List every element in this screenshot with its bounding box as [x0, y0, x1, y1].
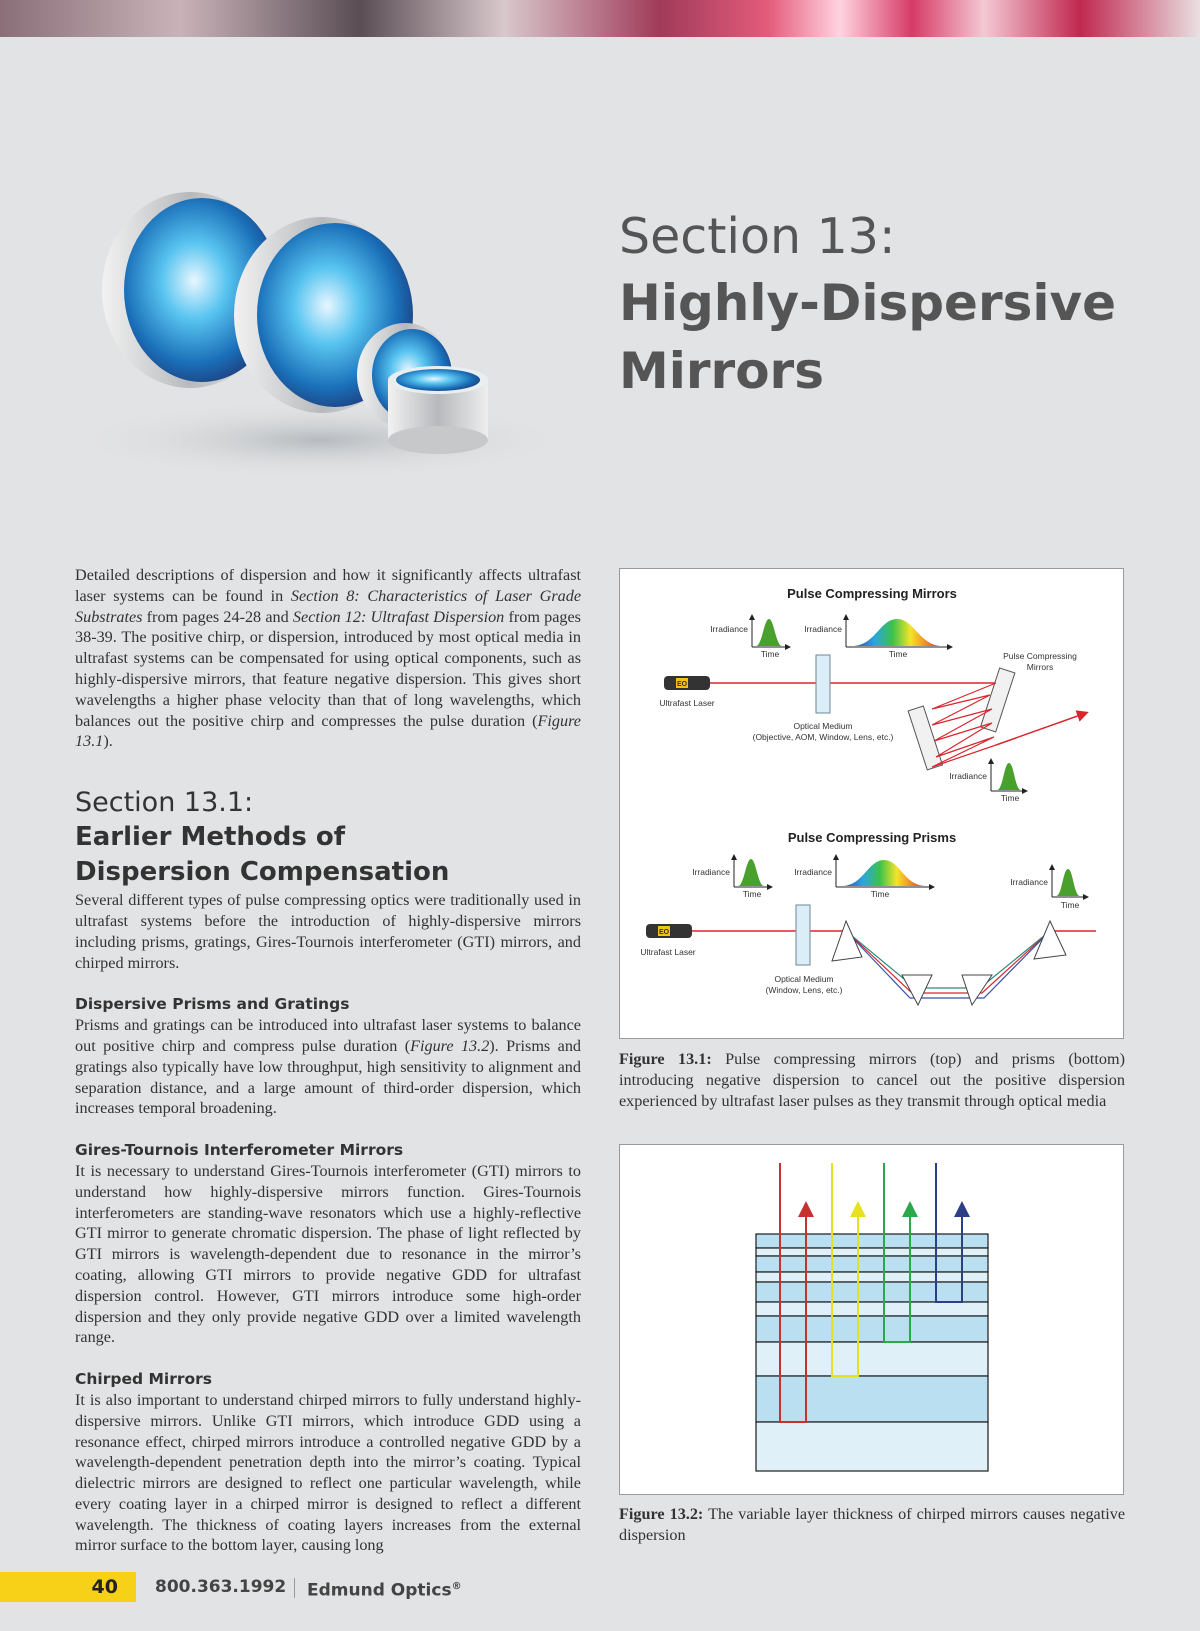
- figure-13-2-caption: [619, 1504, 1125, 1546]
- fig1-medium-sublabel: (Objective, AOM, Window, Lens, etc.): [752, 732, 894, 742]
- figure-13-2: [619, 1144, 1124, 1495]
- fig1-caption-label: Figure 13.1:: [619, 1050, 712, 1068]
- figure-13-1-caption: [619, 1049, 1125, 1111]
- prisms-paragraph: [75, 1015, 581, 1119]
- section-title-line2: Mirrors: [619, 342, 824, 400]
- fig1-irradiance-label: Irradiance: [710, 624, 748, 634]
- footer-phone: 800.363.1992: [155, 1577, 287, 1597]
- fig1-mirror-right: [981, 668, 1015, 732]
- fig1-pulse-out: [997, 763, 1021, 790]
- fig1-medium-sublabel-bottom: (Window, Lens, etc.): [765, 985, 843, 995]
- intro-text-b: from pages 24-28 and: [142, 607, 293, 626]
- prisms-text-b: ). Prisms and gratings also typically have low throughput, high sensitivity to alignment and separation distance, and a large amount of third-order dispersion, which increases temporal broadening.: [75, 1036, 582, 1118]
- fig1-title-top: Pulse Compressing Mirrors: [787, 586, 957, 601]
- intro-text-a: Detailed descriptions of dispersion and how it significantly affects ultrafast laser systems can be found in: [75, 566, 581, 605]
- intro-text-c: from pages 38-39. The positive chirp, or dispersion, introduced by most optical media in ultrafast systems can be compensated for using optical components, such as highly-dispersive mirrors, that feature negative dispersion. This gives short wavelengths a higher phase velocity than that of long wavelengths, which balances out the positive chirp and compresses the pulse duration (: [75, 607, 581, 730]
- fig1-mirror-left: [908, 706, 942, 770]
- fig1-irradiance-label: Irradiance: [804, 624, 842, 634]
- footer-divider: [294, 1578, 295, 1598]
- fig1-optical-medium: [816, 655, 830, 713]
- optics-product-image: [60, 140, 580, 480]
- fig1-time-label: Time: [870, 889, 890, 899]
- gti-heading: Gires-Tournois Interferometer Mirrors: [75, 1141, 404, 1160]
- fig1-mirrors-label: Pulse Compressing: [1003, 651, 1077, 661]
- fig1-time-label: Time: [760, 649, 780, 659]
- fig1-time-label: Time: [742, 889, 762, 899]
- fig1-irradiance-label: Irradiance: [794, 867, 832, 877]
- subsection-intro: Several different types of pulse compressing optics were traditionally used in ultrafast systems before the introduction of highly-dispersive mirrors including prisms, gratings, Gires-Tournois interferometer (GTI) mirrors, and chirped mirrors.: [75, 891, 581, 972]
- fig1-optical-medium-bottom: [796, 905, 810, 965]
- fig1-irradiance-label: Irradiance: [1010, 877, 1048, 887]
- intro-ref-section8: Section 8: Characteristics of Laser Grade Substrates: [75, 586, 581, 626]
- fig1-pulse-chirped: [852, 619, 942, 646]
- subsection-number: Section 13.1:: [75, 787, 254, 819]
- fig1-mirrors-label-2: Mirrors: [1026, 662, 1054, 672]
- fig1-medium-label: Optical Medium: [793, 721, 853, 731]
- fig1-pulse-in: [756, 619, 782, 646]
- figure-13-1-diagram: [620, 569, 1123, 1038]
- fig1-irradiance-label: Irradiance: [949, 771, 987, 781]
- body-text-column: [75, 565, 581, 1556]
- intro-text-d: ).: [103, 732, 113, 751]
- fig1-laser-badge-bottom: EO: [658, 929, 670, 936]
- fig1-time-label: Time: [1060, 900, 1080, 910]
- intro-ref-figure13-1: Figure 13.1: [75, 711, 581, 751]
- prisms-heading: Dispersive Prisms and Gratings: [75, 995, 350, 1014]
- subsection-title-line1: Earlier Methods of: [75, 822, 346, 853]
- section-title-line1: Highly-Dispersive: [619, 274, 1117, 332]
- figure-13-1: [619, 568, 1124, 1039]
- subsection-title: [75, 785, 581, 890]
- fig1-time-label: Time: [888, 649, 908, 659]
- gti-paragraph: It is necessary to understand Gires-Tournois interferometer (GTI) mirrors to understand how highly-dispersive mirrors function. Gires-Tournois interferometers are standing-wave resonators which use a highly-reflective GTI mirror to generate chromatic dispersion. The phase of light reflected by GTI mirrors is wavelength-dependent due to resonance in the mirror’s coating, allowing GTI mirrors to provide negative GDD for ultrafast dispersion control. However, GTI mirrors introduce some high-order dispersion and they only provide negative GDD over a limited wavelength range.: [75, 1161, 581, 1347]
- chirped-heading: Chirped Mirrors: [75, 1370, 213, 1389]
- figure-13-2-diagram: [620, 1145, 1123, 1494]
- subsection-title-line2: Dispersion Compensation: [75, 857, 450, 888]
- section-number: Section 13:: [619, 208, 896, 265]
- footer-brand: [307, 1572, 462, 1606]
- fig1-time-label: Time: [1000, 793, 1020, 803]
- fig1-laser-label: Ultrafast Laser: [659, 698, 715, 708]
- fig1-medium-label-bottom: Optical Medium: [774, 974, 834, 984]
- intro-paragraph: [75, 565, 581, 752]
- fig1-laser-badge: EO: [676, 681, 688, 688]
- chirped-mirror-layers: [756, 1234, 988, 1471]
- chirped-paragraph: It is also important to understand chirped mirrors to fully understand highly-dispersive mirrors. Unlike GTI mirrors, which introduce GDD using a resonance effect, chirped mirrors introduce a controlled negative GDD by a wavelength-dependent penetration depth into the mirror’s coating. Typical dielectric mirrors are designed to reflect one particular wavelength, while every coating layer in a chirped mirror is designed to reflect a different wavelength. The thickness of coating layers increases from the external mirror surface to the bottom layer, causing long: [75, 1390, 581, 1555]
- fig2-caption-text: The variable layer thickness of chirped mirrors causes negative dispersion: [619, 1505, 1126, 1544]
- fig1-irradiance-label: Irradiance: [692, 867, 730, 877]
- section-title: [619, 205, 1179, 405]
- fig1-caption-text: Pulse compressing mirrors (top) and prisms (bottom) introducing negative dispersion to cancel out the positive dispersion experienced by ultrafast laser pulses as they transmit through optical media: [619, 1050, 1125, 1110]
- header-banner: [0, 0, 1200, 37]
- page-number: 40: [0, 1572, 136, 1602]
- footer-brand-name: Edmund Optics: [307, 1580, 452, 1601]
- prisms-ref-figure: Figure 13.2: [410, 1036, 490, 1055]
- fig2-caption-label: Figure 13.2:: [619, 1505, 704, 1523]
- fig1-prism-2: [902, 975, 932, 1005]
- fig1-title-bottom: Pulse Compressing Prisms: [787, 830, 957, 845]
- fig1-laser-label-bottom: Ultrafast Laser: [640, 947, 696, 957]
- intro-ref-section12: Section 12: Ultrafast Dispersion: [292, 607, 505, 626]
- footer-registered-mark: ®: [451, 1581, 462, 1592]
- prisms-text-a: Prisms and gratings can be introduced into ultrafast laser systems to balance out positive chirp and compress pulse duration (: [75, 1016, 581, 1055]
- fig1-prism-3: [962, 975, 992, 1005]
